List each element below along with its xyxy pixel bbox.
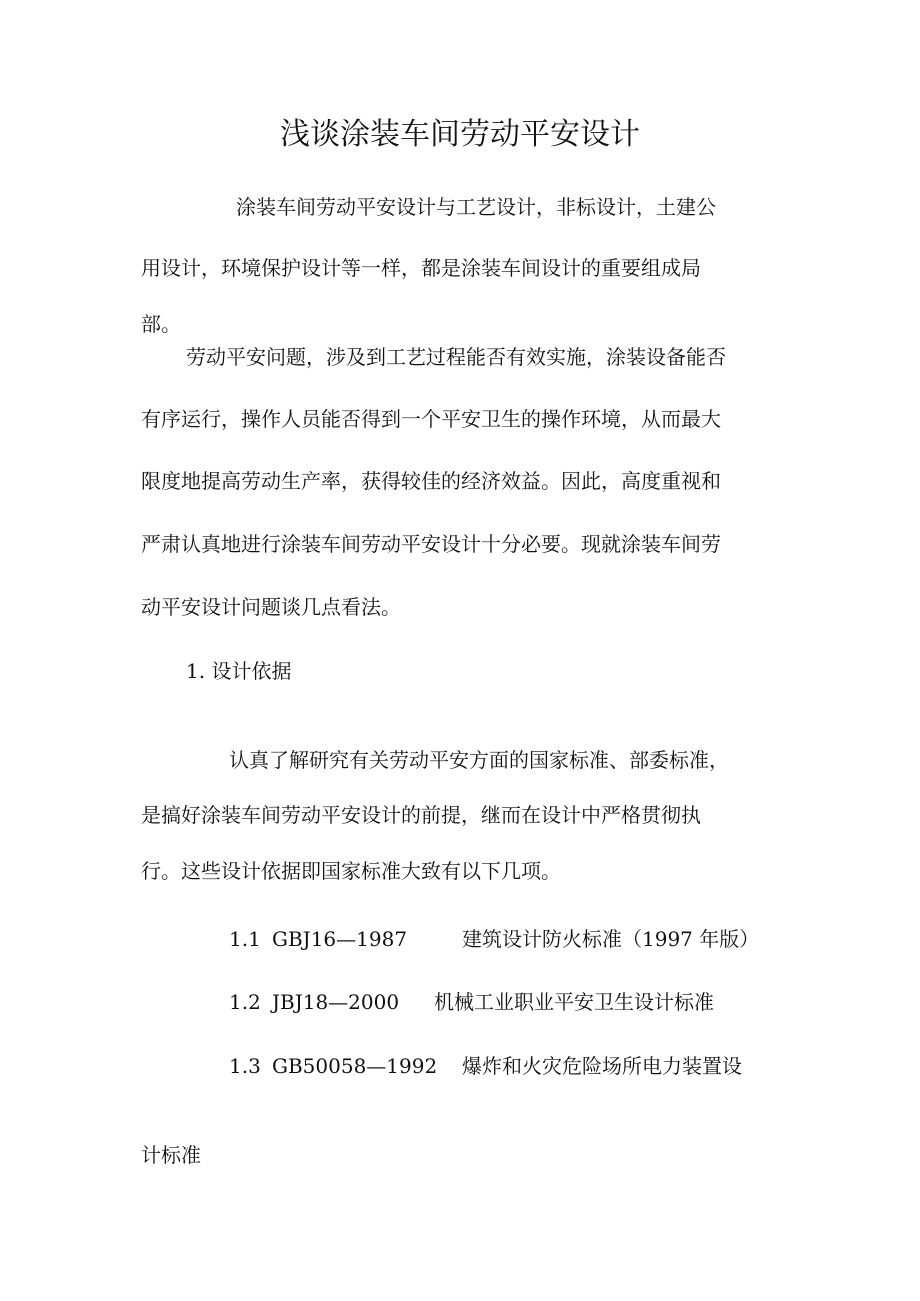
standard-code: GBJ16—1987 [272,927,408,951]
standard-name-continuation: 计标准 [141,1143,201,1167]
paragraph-line: 动平安设计问题谈几点看法。 [141,595,401,619]
standard-number: 1.2 [229,990,261,1014]
paragraph-line: 严肃认真地进行涂装车间劳动平安设计十分必要。现就涂装车间劳 [141,532,721,556]
paragraph-line: 认真了解研究有关劳动平安方面的国家标准、部委标准， [229,748,729,772]
standard-item [0,927,920,951]
paragraph-line: 是搞好涂装车间劳动平安设计的前提，继而在设计中严格贯彻执 [141,803,701,827]
standard-item [0,1054,920,1078]
section-heading: 1. 设计依据 [186,659,292,683]
standard-name: 爆炸和火灾危险场所电力装置设 [462,1054,742,1078]
paragraph-line: 劳动平安问题，涉及到工艺过程能否有效实施，涂装设备能否 [186,345,726,369]
paragraph-line: 限度地提高劳动生产率，获得较佳的经济效益。因此，高度重视和 [141,469,721,493]
standard-name: 建筑设计防火标准（1997 年版） [462,927,760,951]
standard-number: 1.3 [229,1054,261,1078]
paragraph-line: 行。这些设计依据即国家标准大致有以下几项。 [141,859,561,883]
standard-item [0,990,920,1014]
standard-code: GB50058—1992 [272,1054,438,1078]
standard-code: JBJ18—2000 [272,990,400,1014]
document-title: 浅谈涂装车间劳动平安设计 [280,117,640,152]
standard-name: 机械工业职业平安卫生设计标准 [434,990,714,1014]
paragraph-line: 用设计，环境保护设计等一样，都是涂装车间设计的重要组成局 [141,256,701,280]
standard-number: 1.1 [229,927,261,951]
paragraph-line: 有序运行，操作人员能否得到一个平安卫生的操作环境，从而最大 [141,407,721,431]
paragraph-line: 部。 [141,312,181,336]
paragraph-line: 涂装车间劳动平安设计与工艺设计，非标设计，土建公 [236,195,716,219]
